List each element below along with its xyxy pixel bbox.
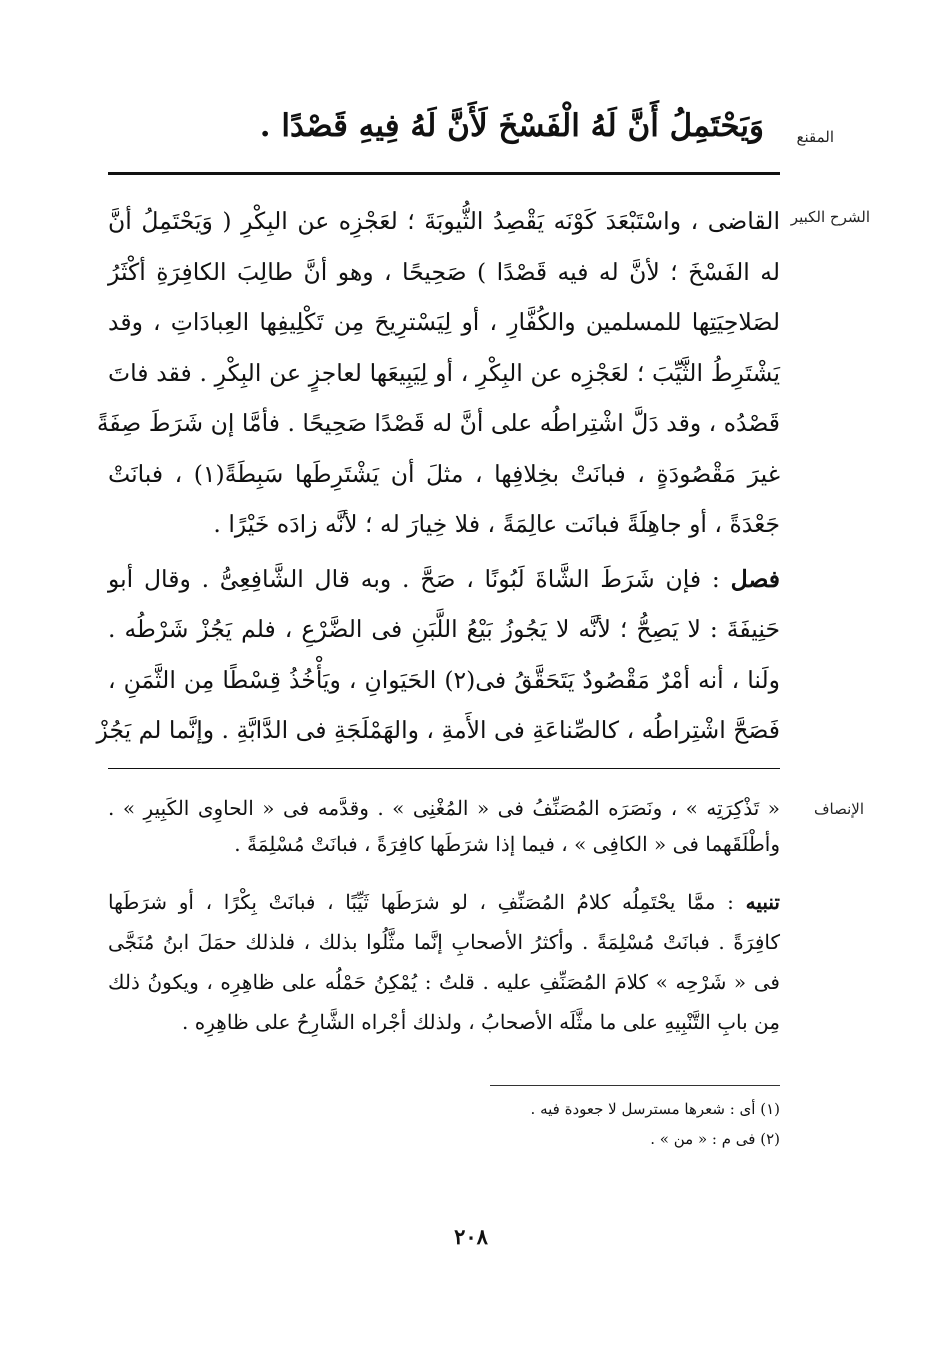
tanbih-section	[108, 882, 780, 1042]
fasl-line: حَنِيفَةَ : لا يَصِحُّ ؛ لأنَّه لا يَجُوزُ بَيْعُ اللَّبَنِ فى الضَّرْعِ ، فلم يَجُزْ شَرْطُه .	[108, 615, 780, 643]
matn-text: وَيَحْتَمِلُ أَنَّ لَهُ الْفَسْخَ لَأَنَّ لَهُ فِيهِ قَصْدًا .	[259, 108, 764, 144]
fasl-text: : فإن شَرَطَ الشَّاةَ لَبُونًا ، صَحَّ . وبه قال الشَّافِعِىُّ . وقال أبو	[108, 564, 731, 593]
matn-divider	[108, 172, 780, 175]
margin-label-insaf: الإنصاف	[813, 800, 864, 818]
fasl-heading: فصل	[730, 564, 780, 593]
sharh-line: لصَلاحِيَتِها للمسلمين والكُفَّارِ ، أو لِيَسْترِيحَ مِن تَكْلِيفِها العِبادَاتِ ، وقد	[108, 308, 780, 336]
insaf-divider	[108, 768, 780, 769]
insaf-line: وأطْلَقَهما فى « الكافِى » ، فيما إذا شرَطَها كافِرَةً ، فبانَتْ مُسْلِمَةً .	[234, 832, 780, 856]
footnote: (١) أى : شعرها مسترسل لا جعودة فيه .	[530, 1100, 780, 1118]
sharh-line: له الفَسْخَ ؛ لأنَّ له فيه قَصْدًا ) صَحِيحًا ، وهو أنَّ طالِبَ الكافِرَةِ أكْثَرُ	[108, 257, 780, 286]
margin-label-muqni: المقنع	[796, 128, 834, 146]
footnotes	[108, 1094, 780, 1154]
tanbih-line: كافِرَةً . فبانَتْ مُسْلِمَةً . وأكثرُ الأصحابِ إنَّما مثَّلُوا بذلك ، فلذلك حمَلَ ابنُ مُنَجَّى	[108, 930, 780, 954]
fasl-line: فَصَحَّ اشْتِراطُه ، كالصِّناعَةِ فى الأَمةِ ، والهَمْلَجَةِ فى الدَّابَّةِ . وإنَّما لم يَجُزْ	[96, 716, 780, 744]
footnote-divider	[490, 1085, 780, 1086]
tanbih-text: : ممَّا يحْتَمِلُه كلامُ المُصَنِّفِ ، لو شرَطَها ثَيِّبًا ، فبانَتْ بِكْرًا ، أو شرَطَها	[108, 890, 746, 914]
fasl-first-line	[108, 554, 780, 605]
sharh-line: القاضى ، واسْتَبْعَدَ كَوْنَه يَقْصِدُ الثُّيوبَةَ ؛ لعَجْزِه عن البِكْرِ ( وَيَحْتَمِلُ أنَّ	[108, 207, 780, 235]
sharh-line: جَعْدَةً ، أو جاهِلَةً فبانَت عالِمَةً ، فلا خِيارَ له ؛ لأنَّه زادَه خَيْرًا .	[213, 510, 780, 538]
sharh-section	[96, 196, 780, 756]
insaf-section	[108, 790, 780, 862]
tanbih-line: فى « شَرْحِه » كلامَ المُصَنِّفِ عليه . قلتُ : يُمْكِنُ حَمْلُه على ظاهِرِه ، ويكونُ ذلك	[108, 970, 780, 994]
sharh-line: يَشْتَرِطُ الثَّيِّبَ ؛ لعَجْزِه عن البِكْرِ ، أو لِيَبِيعَها لعاجزٍ عن البِكْرِ . فقد فاتَ	[108, 358, 780, 387]
footnote: (٢) فى م : « من » .	[650, 1130, 780, 1148]
tanbih-line: مِن بابِ التَّنْبِيهِ على ما مثَّلَه الأصحابُ ، ولذلك أجْراه الشَّارِحُ على ظاهِرِه .	[182, 1010, 780, 1034]
tanbih-heading: تنبيه	[745, 890, 780, 914]
tanbih-first-line	[108, 882, 780, 922]
margin-label-sharh: الشرح الكبير	[790, 208, 870, 226]
sharh-line: غيرَ مَقْصُودَةٍ ، فبانَتْ بخِلافِها ، مثلَ أن يَشْتَرِطَها سَبِطَةً(١) ، فبانَتْ	[108, 459, 780, 488]
sharh-line: قَصْدُه ، وقد دَلَّ اشْتِراطُه على أنَّ له قَصْدًا صَحِيحًا . فأمَّا إن شَرَطَ صِفَةً	[96, 409, 780, 437]
page-number: ٢٠٨	[454, 1224, 488, 1249]
insaf-line: « تَذْكِرَتِه » ، ونَصَرَه المُصَنِّفُ فى « المُغْنِى » . وقدَّمه فى « الحاوِى الكَبِيرِ » .	[108, 796, 780, 820]
fasl-line: ولَنا ، أنه أمْرٌ مَقْصُودٌ يَتَحَقَّقُ فى(٢) الحَيَوانِ ، ويَأْخُذُ قِسْطًا مِن الثَّمَنِ ،	[108, 665, 780, 694]
